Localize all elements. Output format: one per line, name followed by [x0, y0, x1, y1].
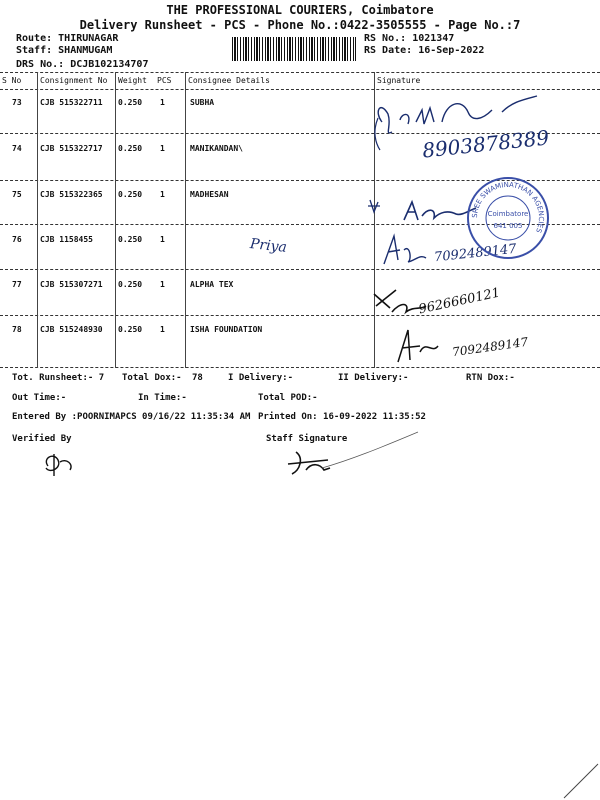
col-header-pcs: PCS: [157, 76, 172, 85]
document-subtitle: Delivery Runsheet - PCS - Phone No.:0422-3505555 - Page No.:7: [79, 18, 521, 32]
cell-weight: 0.250: [118, 235, 143, 244]
cell-consignee: MANIKANDAN\: [190, 144, 243, 153]
cell-pcs: 1: [160, 235, 165, 244]
entered-by: Entered By :POORNIMAPCS 09/16/22 11:35:34 AM: [12, 412, 251, 422]
stamp-ring-text: SREE SWAMINATHAN AGENCIES: [470, 180, 546, 234]
i-delivery: I Delivery:-: [228, 373, 294, 383]
cell-sno: 73: [12, 98, 22, 107]
signature-row-78: [392, 326, 442, 366]
cell-pcs: 1: [160, 144, 165, 153]
col-header-sno: S No: [2, 76, 22, 85]
staff-line: [16, 45, 112, 56]
col-header-weight: Weight: [118, 76, 147, 85]
staff-label: Staff:: [16, 45, 53, 56]
row-divider: [0, 315, 600, 316]
staff-value: SHANMUGAM: [58, 45, 113, 56]
cell-sno: 75: [12, 190, 22, 199]
col-header-signature: Signature: [377, 76, 421, 85]
cell-weight: 0.250: [118, 280, 143, 289]
handwritten-phone-74: 8903878389: [421, 125, 551, 163]
cell-weight: 0.250: [118, 325, 143, 334]
signature-row-76: [380, 230, 430, 270]
table-header-rule: [0, 89, 600, 90]
barcode: [232, 37, 356, 61]
total-dox-value: 78: [192, 373, 203, 383]
cell-sno: 77: [12, 280, 22, 289]
out-time: Out Time:-: [12, 393, 67, 403]
handwritten-name-76: Priya: [249, 236, 288, 256]
drs-value: DCJB102134707: [70, 59, 149, 70]
rs-no-line: [364, 33, 454, 44]
company-stamp: [466, 176, 550, 260]
col-header-consignment: Consignment No: [40, 76, 108, 85]
cell-consignment: CJB 1158455: [40, 235, 93, 244]
row-divider: [0, 269, 600, 270]
col-header-consignee: Consignee Details: [188, 76, 270, 85]
ii-delivery: II Delivery:-: [338, 373, 409, 383]
cell-sno: 78: [12, 325, 22, 334]
cell-consignee: SUBHA: [190, 98, 215, 107]
handwritten-phone-78: 7092489147: [451, 334, 529, 360]
cell-pcs: 1: [160, 325, 165, 334]
handwritten-phone-77: 9626660121: [417, 285, 502, 318]
rs-date-label: RS Date:: [364, 45, 413, 56]
cell-consignment: CJB 515322717: [40, 144, 103, 153]
rs-no-label: RS No.:: [364, 33, 407, 44]
cell-consignment: CJB 515322711: [40, 98, 103, 107]
cell-sno: 76: [12, 235, 22, 244]
column-divider: [37, 72, 38, 368]
rtn-dox: RTN Dox:-: [466, 373, 515, 383]
scan-corner-fold: [560, 760, 600, 800]
cell-consignee: MADHESAN: [190, 190, 229, 199]
tot-runsheet: Tot. Runsheet:- 7: [12, 373, 105, 383]
cell-weight: 0.250: [118, 190, 143, 199]
verified-by-label: Verified By: [12, 434, 72, 444]
total-pod: Total POD:-: [258, 393, 318, 403]
rs-no-value: 1021347: [412, 33, 455, 44]
stamp-city: Coimbatore: [487, 210, 529, 218]
cell-sno: 74: [12, 144, 22, 153]
column-divider: [115, 72, 116, 368]
cell-weight: 0.250: [118, 144, 143, 153]
scan-artifact-line: [320, 430, 420, 470]
drs-line: [16, 59, 148, 70]
cell-consignee: ISHA FOUNDATION: [190, 325, 263, 334]
route-line: [16, 33, 118, 44]
cell-pcs: 1: [160, 98, 165, 107]
verified-by-signature: [40, 448, 80, 478]
stamp-pin: 641 005: [493, 222, 523, 230]
table-bottom-rule: [0, 367, 600, 368]
rs-date-line: [364, 45, 484, 56]
handwritten-phone-76: 7092489147: [433, 241, 518, 266]
document-title: THE PROFESSIONAL COURIERS, Coimbatore: [166, 3, 434, 17]
printed-on: Printed On: 16-09-2022 11:35:52: [258, 412, 426, 422]
route-value: THIRUNAGAR: [58, 33, 119, 44]
total-dox-label: Total Dox:-: [122, 373, 182, 383]
column-divider: [185, 72, 186, 368]
cell-consignment: CJB 515248930: [40, 325, 103, 334]
cell-pcs: 1: [160, 280, 165, 289]
signature-row-75: [366, 196, 386, 216]
cell-consignment: CJB 515322365: [40, 190, 103, 199]
cell-pcs: 1: [160, 190, 165, 199]
route-label: Route:: [16, 33, 53, 44]
table-top-rule: [0, 72, 600, 73]
cell-consignee: ALPHA TEX: [190, 280, 234, 289]
cell-weight: 0.250: [118, 98, 143, 107]
cell-consignment: CJB 515307271: [40, 280, 103, 289]
staff-signature-label: Staff Signature: [266, 434, 348, 444]
in-time: In Time:-: [138, 393, 187, 403]
drs-label: DRS No.:: [16, 59, 65, 70]
rs-date-value: 16-Sep-2022: [418, 45, 485, 56]
